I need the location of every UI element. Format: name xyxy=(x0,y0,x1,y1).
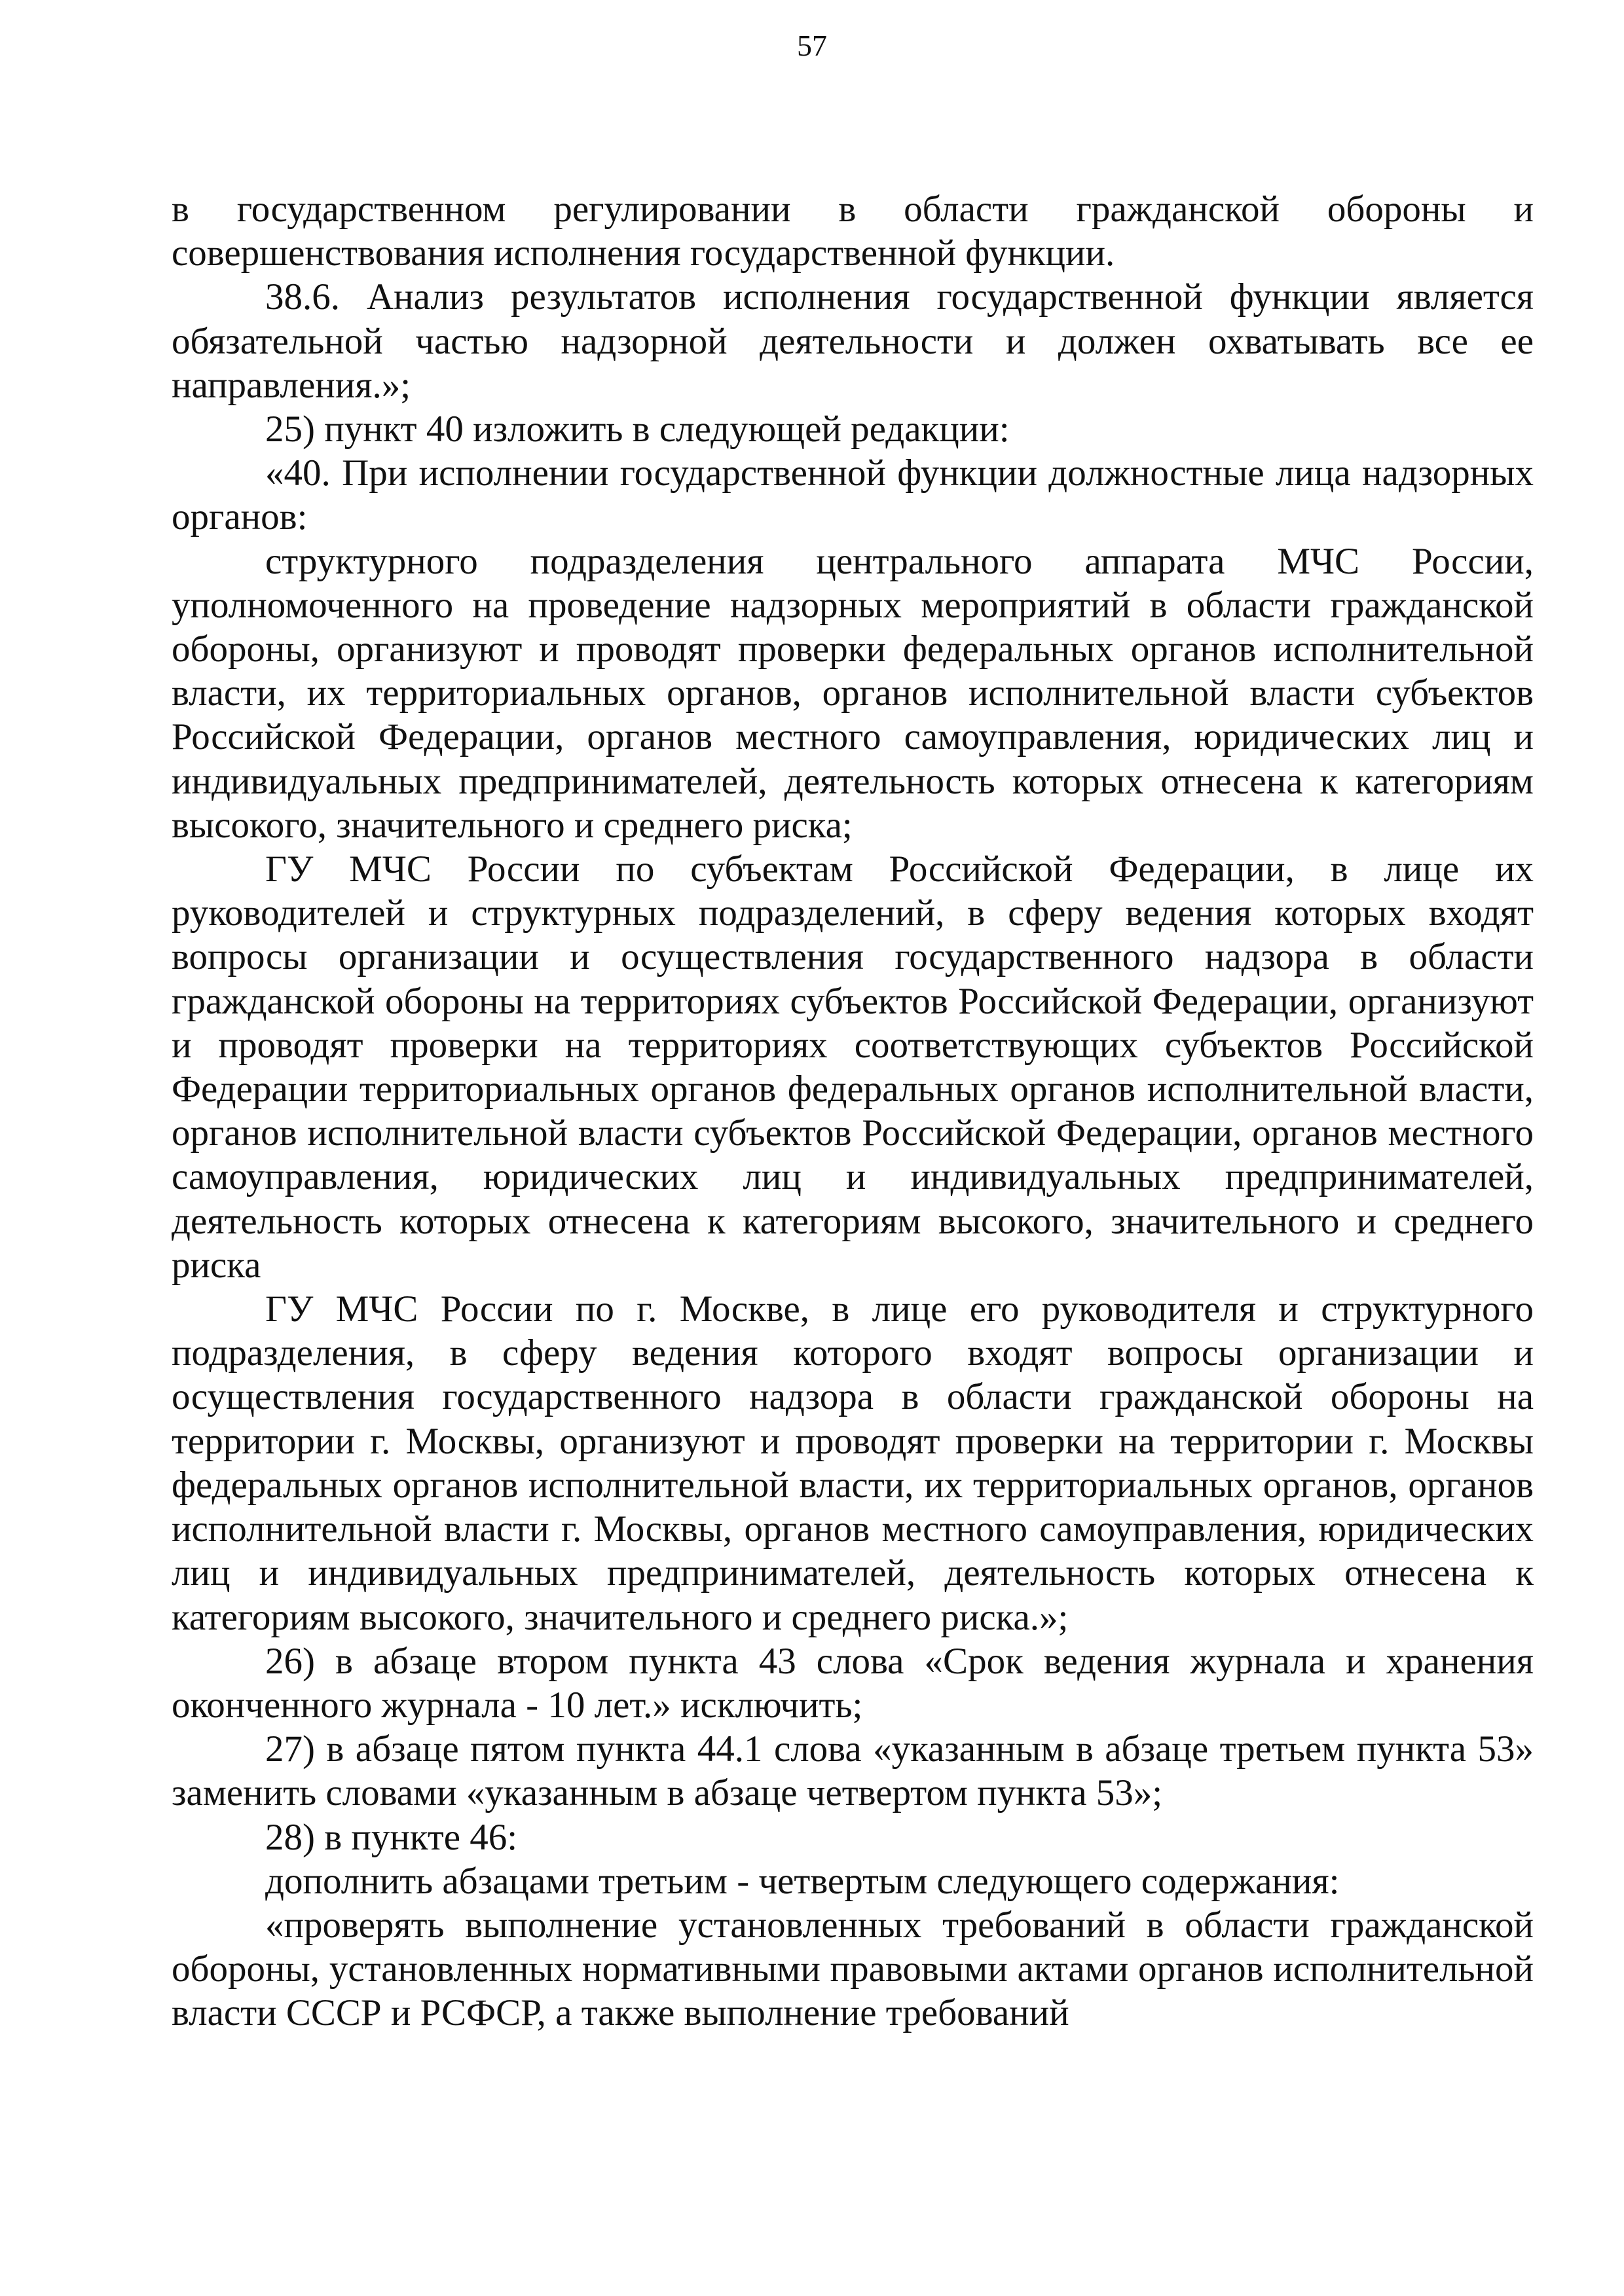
paragraph: ГУ МЧС России по г. Москве, в лице его руководителя и структурного подразделения, в сферу ведения которого входят вопросы организации и осуществления государственного надзора в области гражданской обороны на территории г. Москвы, организуют и проводят проверки на территории г. Москвы федеральных органов исполнительной власти, их территориальных органов, органов исполнительной власти г. Москвы, органов местного самоуправления, юридических лиц и индивидуальных предпринимателей, деятельность которых отнесена к категориям высокого, значительного и среднего риска.»; xyxy=(172,1288,1534,1638)
paragraph: 25) пункт 40 изложить в следующей редакции: xyxy=(265,409,1010,450)
paragraph: «40. При исполнении государственной функции должностные лица надзорных органов: xyxy=(172,452,1534,538)
paragraph: 28) в пункте 46: xyxy=(265,1816,518,1858)
paragraph: структурного подразделения центрального аппарата МЧС России, уполномоченного на проведение надзорных мероприятий в области гражданской обороны, организуют и проводят проверки федеральных органов исполнительной власти, их территориальных органов, органов исполнительной власти субъектов Российской Федерации, органов местного самоуправления, юридических лиц и индивидуальных предпринимателей, деятельность которых отнесена к категориям высокого, значительного и среднего риска; xyxy=(172,540,1534,846)
paragraph: ГУ МЧС России по субъектам Российской Федерации, в лице их руководителей и структурных подразделений, в сферу ведения которых входят вопросы организации и осуществления государственного надзора в области гражданской обороны на территориях субъектов Российской Федерации, организуют и проводят проверки на территориях соответствующих субъектов Российской Федерации территориальных органов федеральных органов исполнительной власти, органов исполнительной власти субъектов Российской Федерации, органов местного самоуправления, юридических лиц и индивидуальных предпринимателей, деятельность которых отнесена к категориям высокого, значительного и среднего риска xyxy=(172,848,1534,1286)
page-number: 57 xyxy=(797,29,827,62)
paragraph: 38.6. Анализ результатов исполнения государственной функции является обязательной частью надзорной деятельности и должен охватывать все ее направления.»; xyxy=(172,276,1534,406)
paragraph: 26) в абзаце втором пункта 43 слова «Срок ведения журнала и хранения оконченного журнала - 10 лет.» исключить; xyxy=(172,1640,1534,1726)
paragraph: в государственном регулировании в области гражданской обороны и совершенствования исполнения государственной функции. xyxy=(172,189,1534,274)
paragraph: дополнить абзацами третьим - четвертым следующего содержания: xyxy=(265,1860,1340,1902)
paragraph: 27) в абзаце пятом пункта 44.1 слова «указанным в абзаце третьем пункта 53» заменить словами «указанным в абзаце четвертом пункта 53»; xyxy=(172,1728,1534,1814)
paragraph: «проверять выполнение установленных требований в области гражданской обороны, установленных нормативными правовыми актами органов исполнительной власти СССР и РСФСР, а также выполнение требований xyxy=(172,1904,1534,2034)
document-body xyxy=(172,187,1534,2035)
